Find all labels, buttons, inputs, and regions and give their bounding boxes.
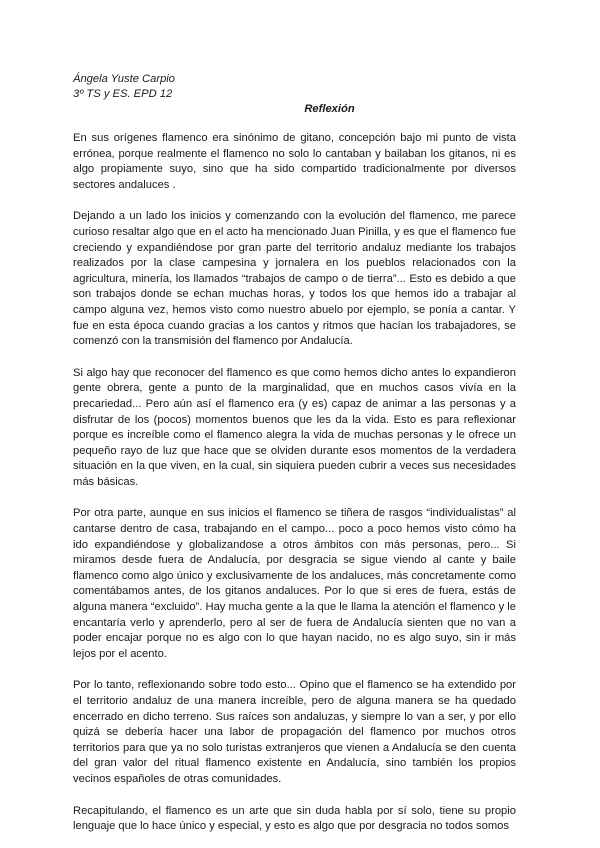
paragraph-4: Por otra parte, aunque en sus inicios el flamenco se tiñera de rasgos “individualistas” al cantarse dentro de casa, trabajando en el campo... poco a poco hemos visto cómo ha ido expandiéndose y globalizandose a otros ámbitos con más personas, pero... Si miramos desde fuera de Andalucía, por desgracia se sigue viendo al cante y baile flamenco como algo único y exclusivamente de los andaluces, más concretamente como comentábamos antes, de los gitanos andaluces. Por lo que si eres de fuera, estás de alguna manera “excluido”. Hay mucha gente a la que le llama la atención el flamenco y le encantaría verlo y aprenderlo, pero al ser de fuera de Andalucía sienten que no van a poder encajar porque no es algo con lo que hayan nacido, no es algo suyo, sin ir más lejos por el acento.	[73, 507, 516, 660]
paragraph-2: Dejando a un lado los inicios y comenzando con la evolución del flamenco, me parece curioso resaltar algo que en el acto ha mencionado Juan Pinilla, y es que el flamenco fue creciendo y expandiéndose por gran parte del territorio andaluz mediante los trabajos realizados por la clase campesina y jornalera en los pueblos relacionados con la agricultura, minería, los llamados “trabajos de campo o de tierra”... Esto es debido a que son trabajos donde se echan muchas horas, y todos los que hemos ido a trabajar al campo alguna vez, hemos visto como nuestro abuelo por ejemplo, se ponía a cantar. Y fue en esta época cuando gracias a los cantos y ritmos que hacían los trabajadores, se comenzó con la transmisión del flamenco por Andalucía.	[73, 210, 516, 348]
paragraph-5: Por lo tanto, reflexionando sobre todo esto... Opino que el flamenco se ha extendido por el territorio andaluz de una manera increíble, pero de alguna manera se ha quedado encerrado en dicho terreno. Sus raíces son andaluzas, y siempre lo van a ser, y por ello quizá se debería hacer una labor de propagación del flamenco por muchos otros territorios para que ya no solo turistas extranjeros que vienen a Andalucía se den cuenta del gran valor del ritual flamenco existente en Andalucía, sino también los propios vecinos españoles de otras comunidades.	[73, 679, 516, 785]
paragraph-1: En sus orígenes flamenco era sinónimo de gitano, concepción bajo mi punto de vista errónea, porque realmente el flamenco no solo lo cantaban y bailaban los gitanos, ni es algo propiamente suyo, sino que ha sido compartido tradicionalmente por diversos sectores andaluces .	[73, 132, 516, 191]
paragraph-3: Si algo hay que reconocer del flamenco es que como hemos dicho antes lo expandieron gente obrera, gente a punto de la marginalidad, que en muchos casos vivía en la precariedad... Pero aún así el flamenco era (y es) capaz de animar a las personas y a disfrutar de los (pocos) momentos buenos que les da la vida. Esto es para reflexionar porque es increíble como el flamenco alegra la vida de muchas personas y le ofrece un pequeño rayo de luz que hace que se olviden durante esos momentos de la verdadera situación en la que viven, en la cual, sin siquiera pueden cubrir a veces sus necesidades más básicas.	[73, 366, 516, 488]
author-name: Ángela Yuste Carpio	[73, 73, 175, 85]
paragraph-6: Recapitulando, el flamenco es un arte que sin duda habla por sí solo, tiene su propio lenguaje que lo hace único y especial, y esto es algo que por desgracia no todos somos	[73, 804, 516, 833]
course-info: 3º TS y ES. EPD 12	[73, 88, 173, 100]
document-title: Reflexión	[304, 103, 355, 115]
